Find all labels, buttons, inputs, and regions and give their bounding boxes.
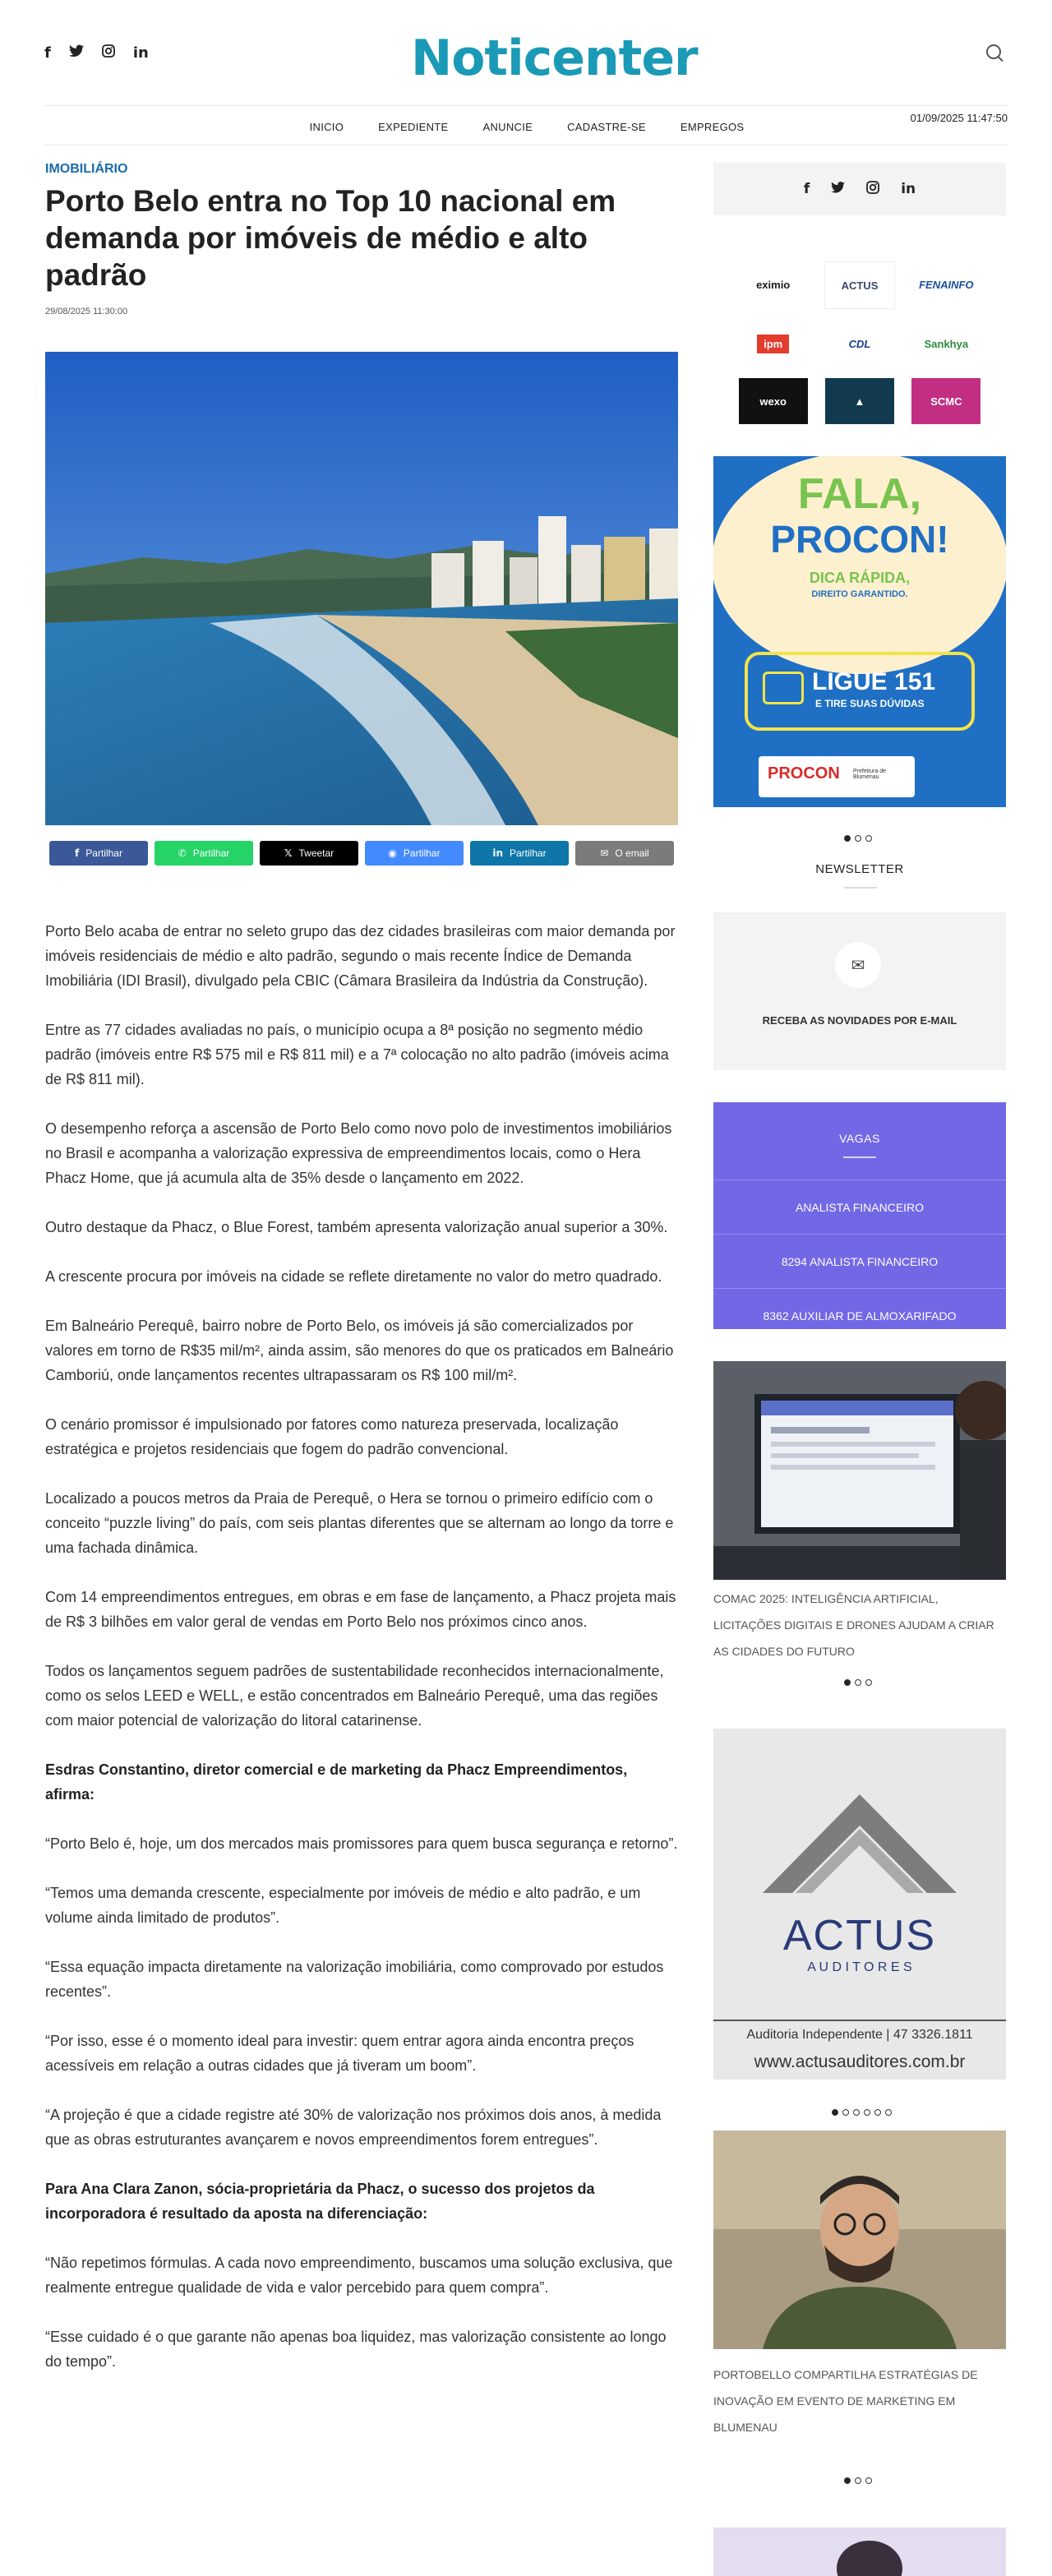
news-carousel-dots[interactable] [844,1679,872,1686]
partner-logo-eximio[interactable] [739,261,808,307]
logo-text: Noticenter [411,30,698,87]
x-icon: 𝕏 [284,847,293,859]
carousel-dot[interactable] [864,2109,870,2116]
article-paragraph: “Essa equação impacta diretamente na valorização imobiliária, como comprovado por estudos recentes”. [45,1959,664,2000]
portobello-news-caption[interactable]: PORTOBELLO COMPARTILHA ESTRATÉGIAS DE INOVAÇÃO EM EVENTO DE MARKETING EM BLUMENAU [713,2368,978,2434]
article-paragraph: “Não repetimos fórmulas. A cada novo empreendimento, buscamos uma solução exclusiva, que realmente entregue qualidade de vida e valor percebido para quem compra”. [45,2255,673,2296]
messenger-icon: ◉ [388,847,397,859]
procon-cta-2: E TIRE SUAS DÚVIDAS [815,698,925,709]
email-icon: ✉ [600,847,609,859]
carousel-dot[interactable] [853,2109,860,2116]
site-header [0,0,1052,133]
carousel-dot[interactable] [844,835,851,842]
article-paragraph: “A projeção é que a cidade registre até 30% de valorização nos próximos dois anos, à medida que as obras estruturantes avançarem e novos empreendimentos forem entregues”. [45,2107,662,2148]
article-paragraph: Outro destaque da Phacz, o Blue Forest, também apresenta valorização anual superior a 30%. [45,1219,668,1235]
share-label: Partilhar [509,847,547,859]
job-item[interactable]: 8294 ANALISTA FINANCEIRO [713,1234,1006,1289]
site-logo[interactable] [411,30,698,87]
partner-logos [730,261,990,424]
partner-logo-institutional[interactable] [825,378,894,424]
share-label: O email [615,847,649,859]
share-email-button[interactable] [575,841,674,866]
envelope-icon: ✉ [835,942,881,988]
jobs-widget [713,1102,1006,1329]
nav-item-expediente[interactable]: EXPEDIENTE [378,121,449,133]
actus-url: www.actusauditores.com.br [754,2052,966,2071]
article-hero-image [45,352,678,825]
facebook-icon[interactable]: f [803,181,810,197]
nav-item-inicio[interactable]: INICIO [309,121,344,133]
portobello-news-image[interactable] [713,2131,1006,2349]
article-body [45,919,678,2398]
share-label: Partilhar [403,847,441,859]
partner-name: eximio [756,278,791,291]
carousel-dot[interactable] [865,835,872,842]
procon-brand: PROCON [768,764,840,782]
partner-name: CDL [848,337,871,350]
main-nav [0,115,1052,140]
article-paragraph: Localizado a poucos metros da Praia de Perequê, o Hera se tornou o primeiro edifício com o conceito “puzzle living” do país, com seis plantas diferentes que se alternam ao longo da torre e uma fachada dinâmica. [45,1490,674,1556]
article-title: Porto Belo entra no Top 10 nacional em demanda por imóveis de médio e alto padrão [45,184,616,292]
chat-icon [763,672,804,704]
instagram-icon[interactable] [102,44,115,62]
partner-name: wexo [759,395,787,408]
partner-name: Sankhya [924,337,969,350]
news-carousel-dots-2[interactable] [844,2477,872,2484]
article-paragraph: Porto Belo acaba de entrar no seleto grupo das dez cidades brasileiras com maior demanda por imóveis residenciais de médio e alto padrão, segundo o mais recente Índice de Demanda Imobiliária (IDI Brasil), divulgado pela CBIC (Câmara Brasileira da Indústria da Construção). [45,923,676,989]
ad-carousel-dots[interactable] [832,2109,892,2116]
partner-name: FENAINFO [919,278,974,291]
actus-name: ACTUS [782,1912,937,1960]
header-social-links [44,44,149,62]
partner-name: ipm [757,335,789,353]
procon-cta-1: LIGUE 151 [812,668,936,695]
nav-item-cadastre-se[interactable]: CADASTRE-SE [567,121,646,133]
actus-ad-banner[interactable] [713,1729,1006,2080]
newsletter-divider [844,887,877,889]
facebook-icon[interactable]: f [44,44,51,62]
current-datetime: 01/09/2025 11:47:50 [910,112,1008,124]
share-x-button[interactable] [260,841,358,866]
procon-sub-2: DIREITO GARANTIDO. [811,589,908,599]
article-paragraph: “Temos uma demanda crescente, especialmente por imóveis de médio e alto padrão, e um volume ainda limitado de produtos”. [45,1885,641,1926]
newsletter-signup[interactable] [713,912,1006,1070]
article-date: 29/08/2025 11:30:00 [45,307,128,316]
article-paragraph: Entre as 77 cidades avaliadas no país, o município ocupa a 8ª posição no segmento médio padrão (imóveis entre R$ 575 mil e R$ 811 mil) e a 7ª colocação no alto padrão (imóveis acima de R$ 811 mil). [45,1022,669,1087]
partner-logo-sankhya[interactable] [911,321,980,367]
carousel-dot[interactable] [865,1679,872,1686]
article-paragraph: Todos os lançamentos seguem padrões de sustentabilidade reconhecidos internacionalmente, como os selos LEED e WELL, e estão concentrados em Balneário Perequê, uma das regiões com maior potencial de valorização do litoral catarinense. [45,1663,664,1729]
article-paragraph: Esdras Constantino, diretor comercial e de marketing da Phacz Empreendimentos, afirma: [45,1761,628,1803]
newsletter-cta[interactable]: RECEBA AS NOVIDADES POR E-MAIL [762,1014,957,1027]
twitter-icon[interactable] [831,181,845,197]
article-paragraph: A crescente procura por imóveis na cidade se reflete diretamente no valor do metro quadrado. [45,1268,662,1285]
share-whatsapp-button[interactable] [155,841,253,866]
share-facebook-button[interactable] [49,841,148,866]
partner-name: ACTUS [841,279,879,292]
article-paragraph: “Por isso, esse é o momento ideal para investir: quem entrar agora ainda encontra preços acessíveis em relação a outras cidades que já tiveram um boom”. [45,2033,634,2074]
carousel-dot[interactable] [844,1679,851,1686]
procon-headline-2: PROCON! [770,518,949,561]
facebook-icon: f [75,847,80,859]
actus-sub: A U D I T O R E S [807,1960,912,1974]
procon-ad-banner[interactable] [713,456,1006,807]
twitter-icon[interactable] [69,44,84,62]
bottom-sidebar-ad[interactable] [713,2528,1006,2576]
partner-logo-wexo[interactable] [739,378,808,424]
carousel-dot[interactable] [855,835,861,842]
search-icon[interactable] [986,44,1001,59]
jobs-divider [843,1156,876,1158]
share-label: Partilhar [192,847,230,859]
header-divider [44,105,1008,106]
carousel-dot[interactable] [865,2477,872,2484]
carousel-dot[interactable] [874,2109,881,2116]
article-paragraph: O desempenho reforça a ascensão de Porto Belo como novo polo de investimentos imobiliários no Brasil e acompanha a valorização expressiva de empreendimentos locais, como o Hera Phacz Home, que já acumula alta de 35% desde o lançamento em 2022. [45,1120,672,1186]
article-paragraph: Em Balneário Perequê, bairro nobre de Porto Belo, os imóveis já são comercializados por valores em torno de R$35 mil/m², ainda assim, são menores do que os praticados em Balneário Camboriú, onde lançamentos recentes ultrapassaram os R$ 100 mil/m². [45,1318,674,1383]
linkedin-icon[interactable]: in [901,181,916,197]
article-category[interactable]: IMOBILIÁRIO [45,162,128,176]
jobs-title: VAGAS [839,1132,880,1145]
procon-brand-sub: Prefeitura de Blumenau [853,769,887,780]
share-bar [49,841,674,866]
carousel-dot[interactable] [855,1679,861,1686]
article-paragraph: “Porto Belo é, hoje, um dos mercados mais promissores para quem busca segurança e retorno”. [45,1835,678,1852]
comac-news-caption[interactable]: COMAC 2025: INTELIGÊNCIA ARTIFICIAL, LICITAÇÕES DIGITAIS E DRONES AJUDAM A CRIAR AS CIDADES DO FUTURO [713,1592,994,1658]
share-label: Partilhar [85,847,122,859]
nav-item-anuncie[interactable]: ANUNCIE [482,121,533,133]
partner-logo-fenainfo[interactable] [911,261,980,307]
comac-news-image[interactable] [713,1361,1006,1580]
job-item[interactable]: 8362 AUXILIAR DE ALMOXARIFADO [713,1288,1006,1329]
carousel-dot[interactable] [832,2109,838,2116]
linkedin-icon[interactable]: in [132,44,149,62]
partner-logo-scmc[interactable] [911,378,980,424]
carousel-dot[interactable] [844,2477,851,2484]
sidebar-social-links [713,163,1006,215]
procon-carousel-dots[interactable] [844,835,872,842]
linkedin-icon: in [492,847,503,859]
instagram-icon[interactable] [866,181,879,198]
whatsapp-icon: ✆ [178,847,187,859]
article-paragraph: O cenário promissor é impulsionado por fatores como natureza preservada, localização estratégica e projetos residenciais que fogem do padrão convencional. [45,1416,619,1457]
newsletter-title: NEWSLETTER [815,862,904,876]
carousel-dot[interactable] [885,2109,892,2116]
article-paragraph: “Esse cuidado é o que garante não apenas boa liquidez, mas valorização consistente ao longo do tempo”. [45,2329,667,2370]
actus-tagline: Auditoria Independente | 47 3326.1811 [746,2028,973,2042]
partner-emblem-icon: ▲ [854,395,865,408]
partner-name: SCMC [930,395,962,408]
partner-logo-cdl[interactable] [825,321,894,367]
procon-headline-1: FALA, [797,470,922,518]
article-paragraph: Com 14 empreendimentos entregues, em obras e em fase de lançamento, a Phacz projeta mais de R$ 3 bilhões em valor geral de vendas em Porto Belo nos próximos cinco anos. [45,1589,676,1630]
partner-logo-ipm[interactable] [739,321,808,367]
share-label: Tweetar [298,847,335,859]
share-linkedin-button[interactable] [470,841,569,866]
carousel-dot[interactable] [855,2477,861,2484]
nav-item-empregos[interactable]: EMPREGOS [680,121,745,133]
job-item[interactable]: ANALISTA FINANCEIRO [713,1180,1006,1235]
procon-sub-1: DICA RÁPIDA, [809,570,911,586]
carousel-dot[interactable] [842,2109,849,2116]
partner-logo-actus[interactable] [824,261,895,309]
article-paragraph: Para Ana Clara Zanon, sócia-proprietária da Phacz, o sucesso dos projetos da incorporadora é resultado da aposta na diferenciação: [45,2181,595,2222]
share-messenger-button[interactable] [365,841,464,866]
